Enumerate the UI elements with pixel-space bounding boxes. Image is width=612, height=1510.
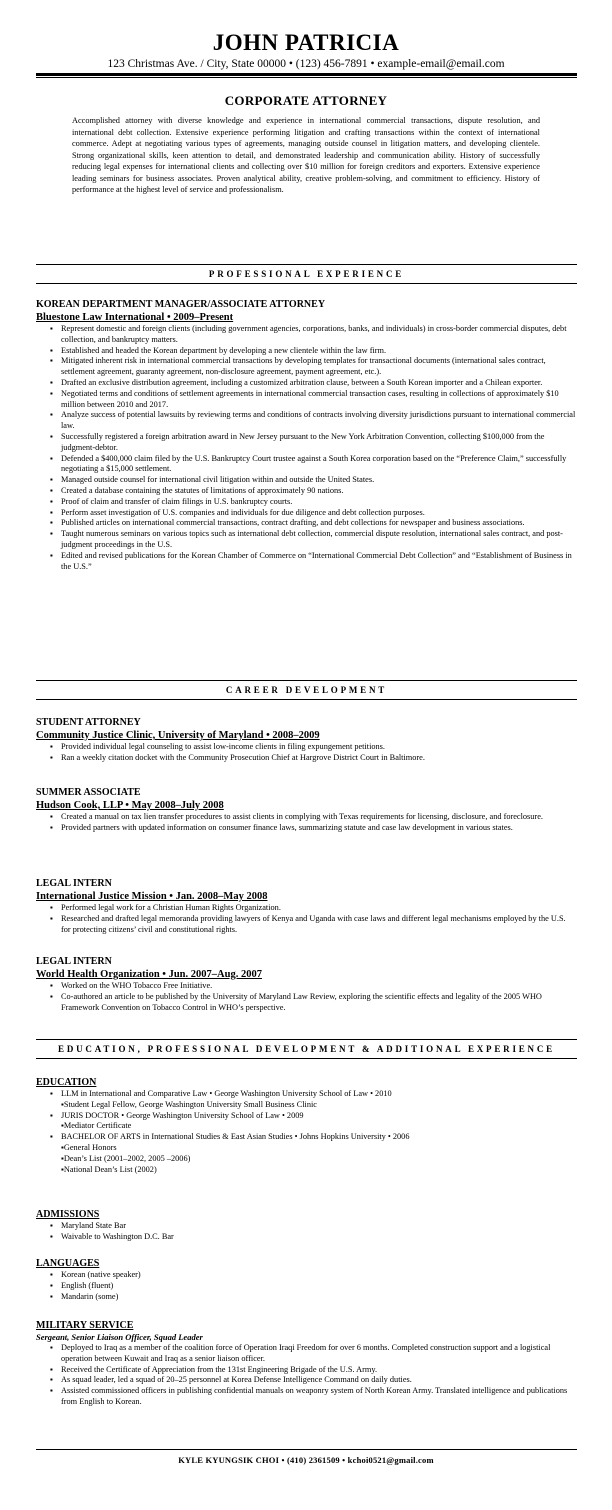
bullet-item: ▪ Performed legal work for a Christian Human Rights Organization. (61, 903, 577, 914)
section-header-experience (36, 264, 577, 284)
job-entry-bluestone (36, 298, 577, 572)
job-title: STUDENT ATTORNEY (36, 717, 141, 728)
bullet-item: ▪ Co-authored an article to be published by the University of Maryland Law Review, exploring the scientific effects and legality of the 2005 WHO Framework Convention on Tobacco Control in WHO’s perspective. (61, 992, 577, 1014)
education-list (36, 1132, 577, 1143)
bullet-item: ▪ Published articles on international commercial transactions, contract drafting, and debt collections for newspaper and business associations. (61, 518, 577, 529)
section-title: PROFESSIONAL EXPERIENCE (208, 269, 405, 279)
bullet-item: ▪ Mitigated inherent risk in international commercial transactions by developing templates for transactional documents (international sales contract, settlement agreement, guaranty agreement, non-disclosure agreement, payment agreement, etc.). (61, 356, 577, 378)
languages-block (36, 1257, 577, 1302)
bullet-item: ▪ Negotiated terms and conditions of settlement agreements in international commercial transaction cases, resulting in collections of approximately $10 million between 2010 and 2017. (61, 389, 577, 411)
admission-item: ▪ Waivable to Washington D.C. Bar (61, 1232, 577, 1243)
bullet-item: ▪ Assisted commissioned officers in publishing confidential manuals on weaponry system of North Korean Army. Translated intelligence and publications from English to Korean. (61, 1386, 577, 1408)
languages-list (36, 1270, 577, 1302)
education-block (36, 1076, 577, 1175)
job-entry-student-attorney (36, 716, 577, 764)
contact-line: 123 Christmas Ave. / City, State 00000 • (123) 456-7891 • example-email@email.com (107, 58, 505, 70)
degree-note: ▪ Student Legal Fellow, George Washington University Small Business Clinic (36, 1100, 577, 1111)
military-heading: MILITARY SERVICE (36, 1320, 134, 1331)
degree-item: ▪ LLM in International and Comparative Law • George Washington University School of Law • 2010 (61, 1089, 577, 1100)
degree-note: ▪ General Honors (36, 1143, 577, 1154)
job-title: KOREAN DEPARTMENT MANAGER/ASSOCIATE ATTORNEY (36, 299, 326, 310)
language-item: ▪ Mandarin (some) (61, 1292, 577, 1303)
bullet-item: ▪ Represent domestic and foreign clients (including government agencies, corporations, banks, and individuals) in cross-border commercial disputes, debt collection, and bankruptcy matters. (61, 324, 577, 346)
bullet-item: ▪ Analyze success of potential lawsuits by reviewing terms and conditions of contracts involving diversity jurisdictions pursuant to international commercial law. (61, 410, 577, 432)
bullet-item: ▪ Researched and drafted legal memoranda providing lawyers of Kenya and Uganda with case laws and different legal mechanisms employed by the U.S. for protecting citizens’ civil and constitutional rights. (61, 914, 577, 936)
job-bullets (36, 812, 577, 834)
education-heading: EDUCATION (36, 1077, 97, 1088)
bullet-item: ▪ Proof of claim and transfer of claim filings in U.S. bankruptcy courts. (61, 497, 577, 508)
job-org: Bluestone Law International • 2009–Present (36, 312, 234, 323)
job-title: LEGAL INTERN (36, 878, 112, 889)
job-entry-summer-associate (36, 786, 577, 834)
bullet-item: ▪ Worked on the WHO Tobacco Free Initiative. (61, 981, 577, 992)
bullet-item: ▪ Edited and revised publications for the Korean Chamber of Commerce on “International Commercial Debt Collection” and “Establishment of Business in the U.S.” (61, 551, 577, 573)
bullet-item: ▪ Ran a weekly citation docket with the Community Prosecution Chief at Hargrove District Court in Baltimore. (61, 753, 577, 764)
job-org: Hudson Cook, LLP • May 2008–July 2008 (36, 800, 224, 811)
section-header-education (36, 1039, 577, 1059)
language-item: ▪ English (fluent) (61, 1281, 577, 1292)
education-list (36, 1111, 577, 1122)
language-item: ▪ Korean (native speaker) (61, 1270, 577, 1281)
job-bullets (36, 742, 577, 764)
section-title: CAREER DEVELOPMENT (225, 685, 388, 695)
bullet-item: ▪ Provided partners with updated information on consumer finance laws, summarizing statute and case law development in various states. (61, 823, 577, 834)
degree-item: ▪ JURIS DOCTOR • George Washington University School of Law • 2009 (61, 1111, 577, 1122)
job-title: LEGAL INTERN (36, 956, 112, 967)
role-title: CORPORATE ATTORNEY (224, 93, 388, 108)
job-entry-legal-intern-who (36, 955, 577, 1013)
bullet-item: ▪ Provided individual legal counseling to assist low-income clients in filing expungement petitions. (61, 742, 577, 753)
degree-note: ▪ Mediator Certificate (36, 1121, 577, 1132)
job-org: Community Justice Clinic, University of Maryland • 2008–2009 (36, 730, 320, 741)
bullet-item: ▪ As squad leader, led a squad of 20–25 personnel at Korea Defense Intelligence Command on daily duties. (61, 1375, 577, 1386)
admissions-heading: ADMISSIONS (36, 1209, 100, 1220)
bullet-item: ▪ Drafted an exclusive distribution agreement, including a customized arbitration clause, between a South Korean importer and a Chilean exporter. (61, 378, 577, 389)
languages-heading: LANGUAGES (36, 1258, 100, 1269)
bullet-item: ▪ Received the Certificate of Appreciation from the 131st Engineering Brigade of the U.S. Army. (61, 1365, 577, 1376)
bullet-item: ▪ Established and headed the Korean department by developing a new clientele within the law firm. (61, 346, 577, 357)
degree-item: ▪ BACHELOR OF ARTS in International Studies & East Asian Studies • Johns Hopkins University • 2006 (61, 1132, 577, 1143)
job-title: SUMMER ASSOCIATE (36, 787, 141, 798)
job-org: World Health Organization • Jun. 2007–Aug. 2007 (36, 969, 262, 980)
bullet-item: ▪ Perform asset investigation of U.S. companies and individuals for due diligence and debt collection purposes. (61, 508, 577, 519)
section-header-career (36, 680, 577, 700)
degree-note: ▪ Dean’s List (2001–2002, 2005 –2006) (36, 1154, 577, 1165)
footer-contact: KYLE KYUNGSIK CHOI • (410) 2361509 • kchoi0521@gmail.com (178, 1455, 434, 1465)
summary-paragraph: Accomplished attorney with diverse knowledge and experience in international commercial transactions, dispute resolution, and international debt collection. Extensive experience performing litigation and crafting transactions within the context of international commerce. Adept at negotiating various types of agreements, managing outside counsel in litigation matters, and developing clientele. Strong organizational skills, keen attention to detail, and demonstrated leadership and communication ability. History of successfully reducing legal expenses for international clients and collecting over $10 million for foreign creditors and exporters. Extensive experience leading seminars for business associates. Proven analytical ability, creative problem-solving, and commitment to efficiency. History of performance at the highest level of service and professionalism. (72, 116, 540, 194)
job-bullets (36, 324, 577, 572)
degree-note: ▪ National Dean’s List (2002) (36, 1165, 577, 1176)
military-block (36, 1319, 577, 1408)
military-role: Sergeant, Senior Liaison Officer, Squad Leader (36, 1332, 203, 1342)
military-bullets (36, 1343, 577, 1408)
candidate-name: JOHN PATRICIA (212, 30, 400, 55)
bullet-item: ▪ Deployed to Iraq as a member of the coalition force of Operation Iraqi Freedom for over 6 months. Completed construction support and a logistical operation between Kuwait and Iraq as a senior liaison officer. (61, 1343, 577, 1365)
section-title: EDUCATION, PROFESSIONAL DEVELOPMENT & ADDITIONAL EXPERIENCE (58, 1044, 555, 1054)
job-org: International Justice Mission • Jan. 2008–May 2008 (36, 891, 268, 902)
bullet-item: ▪ Successfully registered a foreign arbitration award in New Jersey pursuant to the New York Arbitration Convention, collecting $100,000 from the judgment-debtor. (61, 432, 577, 454)
header-divider-thin (36, 77, 577, 78)
bullet-item: ▪ Created a manual on tax lien transfer procedures to assist clients in complying with Texas requirements for licensing, disclosure, and foreclosure. (61, 812, 577, 823)
job-bullets (36, 981, 577, 1013)
education-list (36, 1089, 577, 1100)
bullet-item: ▪ Created a database containing the statutes of limitations of approximately 90 nations. (61, 486, 577, 497)
admissions-block (36, 1208, 577, 1243)
footer-divider (36, 1449, 577, 1450)
job-entry-legal-intern-ijm (36, 877, 577, 935)
header-divider (36, 73, 577, 76)
bullet-item: ▪ Taught numerous seminars on various topics such as international debt collection, commercial dispute resolution, international sales contract, and post-judgment proceedings in the U.S. (61, 529, 577, 551)
job-bullets (36, 903, 577, 935)
admission-item: ▪ Maryland State Bar (61, 1221, 577, 1232)
bullet-item: ▪ Defended a $400,000 claim filed by the U.S. Bankruptcy Court trustee against a South Korea corporation based on the “Preference Claim,” successfully negotiating a $15,000 settlement. (61, 454, 577, 476)
bullet-item: ▪ Managed outside counsel for international civil litigation within and outside the United States. (61, 475, 577, 486)
admissions-list (36, 1221, 577, 1243)
